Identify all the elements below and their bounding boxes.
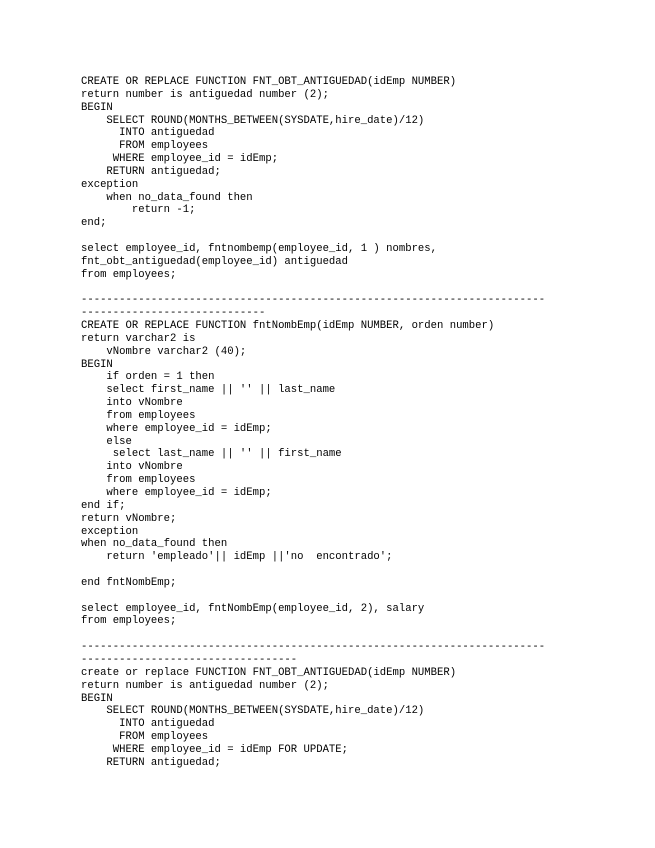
code-line: FROM employees	[81, 140, 209, 153]
code-line: end fntNombEmp;	[81, 576, 177, 589]
code-line: return number is antiguedad number (2);	[81, 679, 329, 692]
code-line: create or replace FUNCTION FNT_OBT_ANTIGUEDAD(idEmp NUMBER)	[81, 666, 457, 679]
separator-line: ----------------------------------	[81, 653, 298, 666]
code-line: INTO antiguedad	[81, 718, 215, 731]
code-line: BEGIN	[81, 692, 113, 705]
code-line: else	[81, 435, 132, 448]
code-line: where employee_id = idEmp;	[81, 422, 272, 435]
code-line: select employee_id, fntNombEmp(employee_id, 2), salary	[81, 602, 425, 615]
code-line: BEGIN	[81, 101, 113, 114]
code-line: return -1;	[81, 204, 196, 217]
code-line: from employees	[81, 474, 196, 487]
code-line	[81, 564, 641, 577]
code-line: CREATE OR REPLACE FUNCTION FNT_OBT_ANTIGUEDAD(idEmp NUMBER)	[81, 76, 457, 88]
separator-line: -----------------------------	[81, 307, 266, 320]
code-line: FROM employees	[81, 731, 209, 744]
code-line: SELECT ROUND(MONTHS_BETWEEN(SYSDATE,hire_date)/12)	[81, 705, 425, 718]
code-line: into vNombre	[81, 397, 183, 410]
code-line: from employees;	[81, 268, 177, 281]
code-line: select last_name || '' || first_name	[81, 448, 342, 461]
code-line: RETURN antiguedad;	[81, 756, 221, 769]
code-line: CREATE OR REPLACE FUNCTION fntNombEmp(idEmp NUMBER, orden number)	[81, 320, 495, 333]
code-line: return number is antiguedad number (2);	[81, 88, 329, 101]
code-line: WHERE employee_id = idEmp FOR UPDATE;	[81, 743, 349, 756]
code-line: WHERE employee_id = idEmp;	[81, 153, 279, 166]
code-line: vNombre varchar2 (40);	[81, 345, 247, 358]
code-line: when no_data_found then	[81, 538, 228, 551]
code-line	[81, 590, 641, 603]
code-line: BEGIN	[81, 358, 113, 371]
code-line	[81, 230, 641, 243]
code-listing	[81, 76, 641, 770]
code-line: SELECT ROUND(MONTHS_BETWEEN(SYSDATE,hire_date)/12)	[81, 114, 425, 127]
code-line: end;	[81, 217, 107, 230]
code-line: return vNombre;	[81, 512, 177, 525]
code-line: from employees	[81, 409, 196, 422]
code-line: exception	[81, 525, 139, 538]
code-line: where employee_id = idEmp;	[81, 487, 272, 499]
code-line: exception	[81, 178, 139, 191]
code-line: fnt_obt_antiguedad(employee_id) antiguedad	[81, 255, 349, 268]
code-line: end if;	[81, 499, 126, 512]
code-line	[81, 282, 641, 295]
code-line: RETURN antiguedad;	[81, 165, 221, 178]
separator-line: -------------------------------------------------------------------------	[81, 641, 546, 654]
code-line: from employees;	[81, 615, 177, 628]
code-line: select employee_id, fntnombemp(employee_id, 1 ) nombres,	[81, 242, 438, 255]
code-line: when no_data_found then	[81, 191, 253, 204]
code-line: select first_name || '' || last_name	[81, 384, 336, 397]
code-line: return 'empleado'|| idEmp ||'no encontrado';	[81, 551, 393, 564]
code-line: return varchar2 is	[81, 332, 196, 345]
code-line	[81, 628, 641, 641]
code-line: if orden = 1 then	[81, 371, 215, 384]
code-line: INTO antiguedad	[81, 127, 215, 140]
separator-line: -------------------------------------------------------------------------	[81, 294, 546, 307]
code-line: into vNombre	[81, 461, 183, 474]
